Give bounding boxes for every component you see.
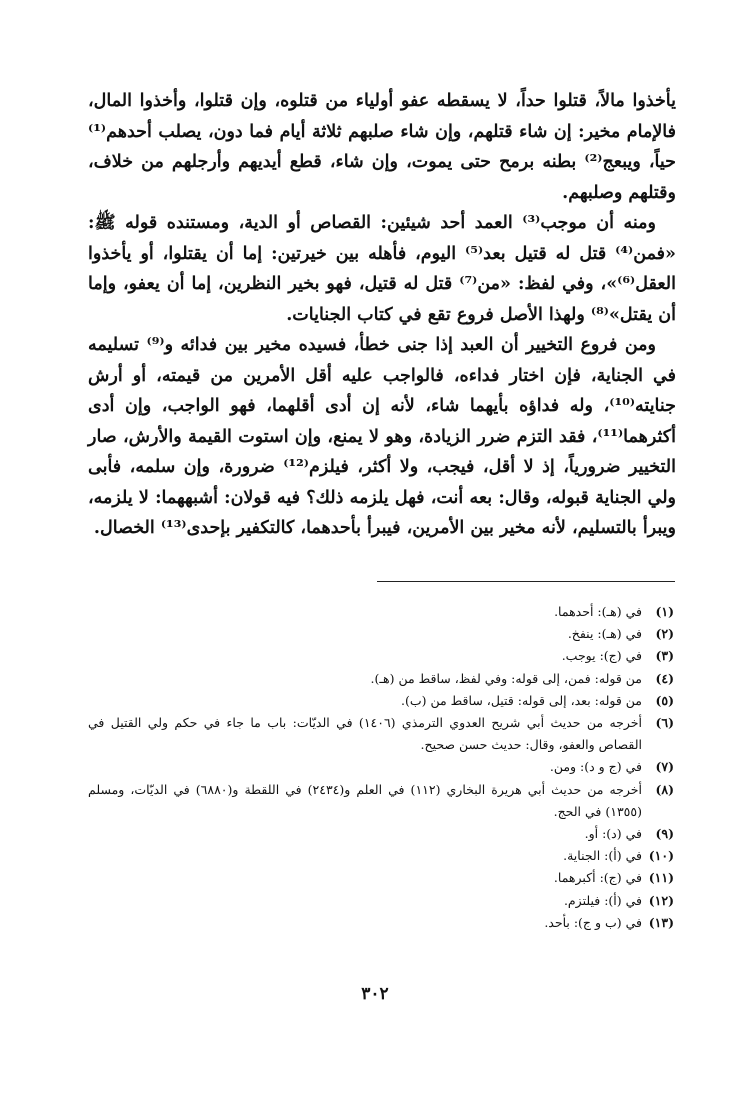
footnote-item	[88, 712, 674, 756]
footnote-text: في (ج و د): ومن.	[549, 759, 642, 775]
footnote-number: (١١)	[648, 870, 674, 886]
footnote-item	[88, 756, 674, 778]
footnote-text: من قوله: بعد، إلى قوله: قتيل، ساقط من (ب).	[401, 692, 642, 708]
footnote-number: (٦)	[655, 715, 674, 731]
footnote-item	[88, 690, 674, 712]
footnotes-list	[88, 601, 674, 934]
footnote-number: (١٠)	[648, 848, 674, 864]
footnote-text: في (ج): يوجب.	[561, 648, 642, 664]
footnote-item	[88, 779, 674, 823]
footnote-item	[88, 645, 674, 667]
footnote-number: (٤)	[655, 670, 674, 686]
footnote-text: في (أ): الجناية.	[563, 848, 642, 864]
footnote-number: (١)	[655, 604, 674, 619]
footnote-item	[88, 623, 674, 645]
footnote-number: (١٣)	[648, 914, 674, 930]
page-number: ٣٠٢	[361, 984, 389, 1004]
footnote-item	[88, 845, 674, 867]
footnote-text: في (هـ): أحدهما.	[554, 604, 642, 619]
footnote-item	[88, 601, 674, 623]
footnote-text: من قوله: فمن، إلى قوله: وفي لفظ، ساقط من (هـ).	[370, 670, 642, 686]
footnote-text: أخرجه من حديث أبي هريرة البخاري (١١٢) في العلم و(٢٤٣٤) في اللقطة و(٦٨٨٠) في الديّات، ومسلم (١٣٥٥) في الحج.	[88, 781, 642, 819]
footnote-text: في (هـ): ينفخ.	[567, 626, 642, 642]
paragraph-1: يأخذوا مالاً، قتلوا حداً، لا يسقطه عفو أولياء من قتلوه، وإن قتلوا، وأخذوا المال، فالإمام مخير: إن شاء قتلهم، وإن شاء صلبهم ثلاثة أيام فما دون، يصلب أحدهم⁽¹⁾ حياً، ويبعج⁽²⁾ بطنه برمح حتى يموت، وإن شاء، قطع أيديهم وأرجلهم من خلاف، وقتلهم وصلبهم.	[88, 91, 676, 203]
footnote-item	[88, 867, 674, 889]
footnote-number: (٣)	[655, 648, 674, 664]
paragraph-2: ومنه أن موجب⁽³⁾ العمد أحد شيئين: القصاص أو الدية، ومستنده قوله ﷺ: «فمن⁽⁴⁾ قتل له قتيل بعد⁽⁵⁾ اليوم، فأهله بين خيرتين: إما أن يقتلوا، أو يأخذوا العقل⁽⁶⁾»، وفي لفظ: «من⁽⁷⁾ قتل له قتيل، فهو بخير النظرين، إما أن يعفو، وإما أن يقتل»⁽⁸⁾ ولهذا الأصل فروع تقع في كتاب الجنايات.	[88, 213, 676, 325]
footnote-text: في (ج): أكبرهما.	[553, 870, 642, 886]
footnote-item	[88, 668, 674, 690]
footnote-number: (٥)	[655, 692, 674, 708]
footnote-item	[88, 823, 674, 845]
paragraph-3: ومن فروع التخيير أن العبد إذا جنى خطأ، فسيده مخير بين فدائه و⁽⁹⁾ تسليمه في الجناية، فإن اختار فداءه، فالواجب عليه أقل الأمرين من قيمته، أو أرش جنايته⁽¹⁰⁾، وله فداؤه بأيهما شاء، لأنه إن أدى أقلهما، فهو الواجب، وإن أدى أكثرهما⁽¹¹⁾، فقد التزم ضرر الزيادة، وهو لا يمنع، وإن استوت القيمة والأرش، صار التخيير ضرورياً، إذ لا أقل، فيجب، ولا أكثر، فيلزم⁽¹²⁾ ضرورة، وإن سلمه، فأبى ولي الجناية قبوله، وقال: بعه أنت، فهل يلزمه ذلك؟ فيه قولان: أشبههما: لا يلزمه، ويبرأ بالتسليم، لأنه مخير بين الأمرين، فيبرأ بأحدهما، كالتكفير بإحدى⁽¹³⁾ الخصال.	[88, 335, 676, 538]
footnote-number: (١٢)	[648, 892, 674, 908]
main-text-block	[88, 86, 676, 544]
footnote-number: (٢)	[655, 626, 674, 642]
footnote-text: في (د): أو.	[584, 826, 642, 842]
footnote-text: في (ب و ج): بأحد.	[544, 914, 642, 930]
footnote-item	[88, 912, 674, 934]
footnote-text: في (أ): فيلتزم.	[563, 892, 642, 908]
footnote-text: أخرجه من حديث أبي شريح العدوي الترمذي (١٤٠٦) في الديّات: باب ما جاء في حكم ولي القتيل في القصاص والعفو، وقال: حديث حسن صحيح.	[88, 715, 642, 753]
footnote-number: (٩)	[655, 826, 674, 842]
footnote-number: (٨)	[655, 781, 674, 797]
footnote-item	[88, 890, 674, 912]
footnote-separator	[377, 581, 675, 582]
footnote-number: (٧)	[655, 759, 674, 775]
